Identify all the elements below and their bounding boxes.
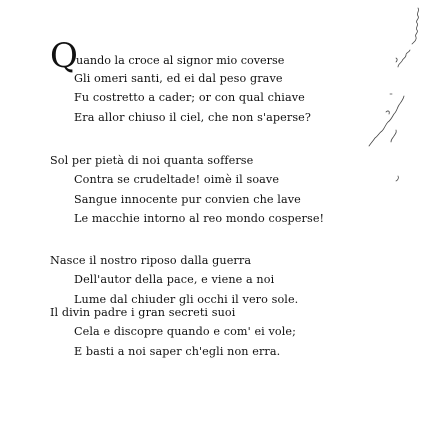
verse-line: Sangue innocente pur convien che lave xyxy=(74,192,301,206)
verse-line: E basti a noi saper ch'egli non erra. xyxy=(74,344,281,358)
verse-line: Contra se crudeltade! oimè il soave xyxy=(74,173,280,187)
verse-line: Fu costretto a cader; or con qual chiave xyxy=(74,91,305,105)
stanza-1-first-line xyxy=(50,36,380,76)
verse-line: Era allor chiuso il ciel, che non s'aperse? xyxy=(74,110,311,124)
verse-line: Nasce il nostro riposo dalla guerra xyxy=(50,254,252,267)
stanza-2 xyxy=(50,151,380,228)
verse-line: Il divin padre i gran secreti suoi xyxy=(50,306,236,319)
verse-line: Gli omeri santi, ed ei dal peso grave xyxy=(74,72,283,85)
handwritten-marginalia xyxy=(360,0,428,210)
drop-cap: Q xyxy=(50,36,78,76)
stanza-3 xyxy=(50,251,380,309)
stanza-4 xyxy=(50,303,380,361)
verse-line: Dell'autor della pace, e viene a noi xyxy=(74,273,275,287)
verse-line: Sol per pietà di noi quanta sofferse xyxy=(50,154,254,167)
first-line-text: uando la croce al signor mio coverse xyxy=(76,54,285,67)
verse-line: Cela e discopre quando e com' ei vole; xyxy=(74,325,297,339)
verse-line: Le macchie intorno al reo mondo cosperse! xyxy=(74,211,325,225)
verse-line: Lume dal chiuder gli occhi il vero sole. xyxy=(74,292,299,306)
stanza-1 xyxy=(50,36,380,127)
